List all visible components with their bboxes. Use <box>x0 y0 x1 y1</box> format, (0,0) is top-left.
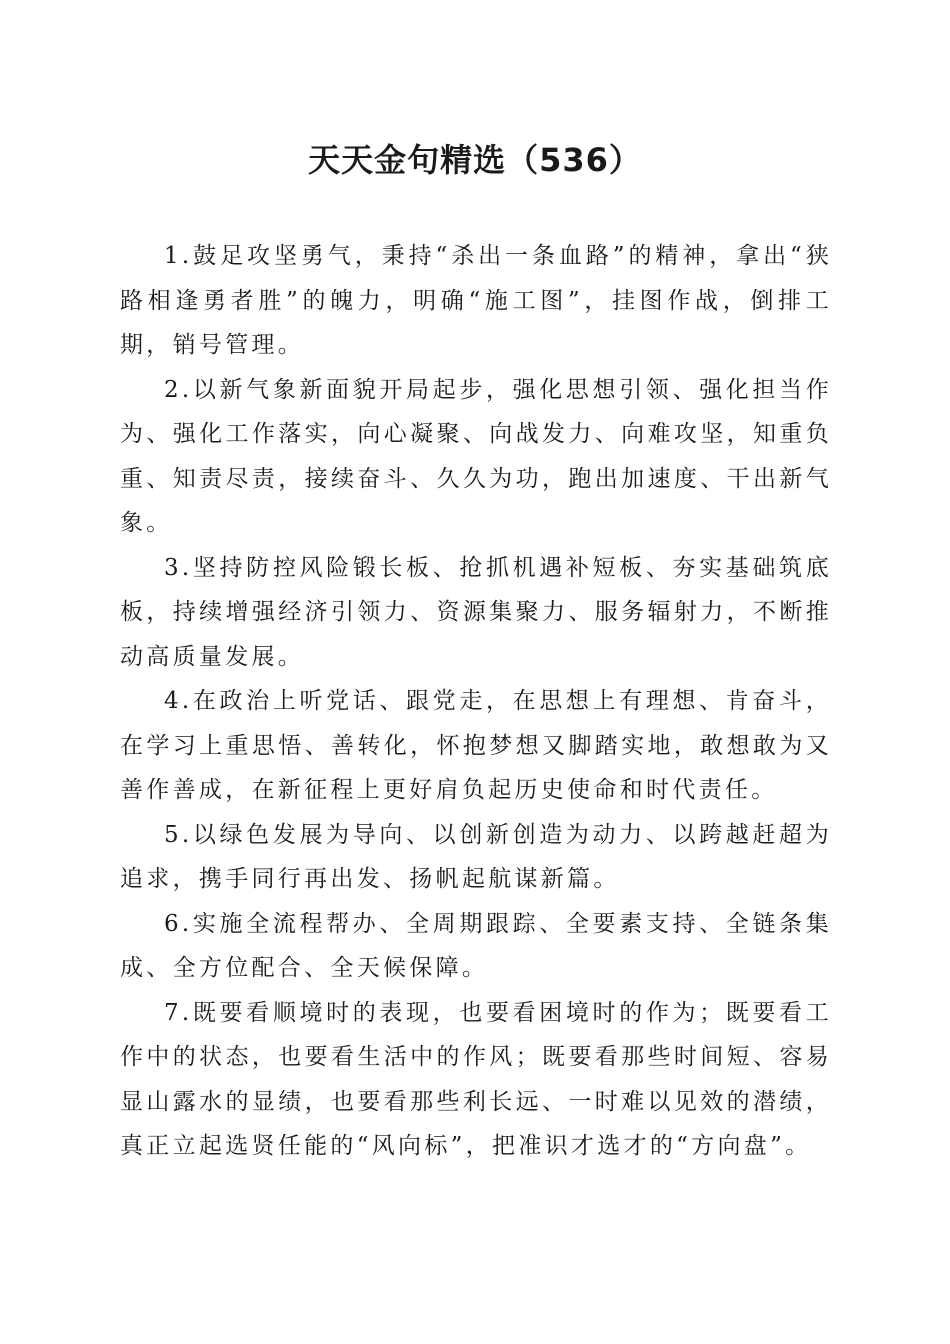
paragraph-7: 7.既要看顺境时的表现，也要看困境时的作为；既要看工作中的状态，也要看生活中的作风；既要看那些时间短、容易显山露水的显绩，也要看那些利长远、一时难以见效的潜绩，真正立起选贤任能的“风向标”，把准识才选才的“方向盘”。 <box>120 999 832 1159</box>
paragraph-4: 4.在政治上听党话、跟党走，在思想上有理想、肯奋斗，在学习上重思悟、善转化，怀抱梦想又脚踏实地，敢想敢为又善作善成，在新征程上更好肩负起历史使命和时代责任。 <box>120 688 832 803</box>
paragraph-5: 5.以绿色发展为导向、以创新创造为动力、以跨越赶超为追求，携手同行再出发、扬帆起航谋新篇。 <box>120 821 832 892</box>
page-title: 天天金句精选（536） <box>308 141 642 179</box>
paragraph-6: 6.实施全流程帮办、全周期跟踪、全要素支持、全链条集成、全方位配合、全天候保障。 <box>120 910 832 981</box>
paragraph-2: 2.以新气象新面貌开局起步，强化思想引领、强化担当作为、强化工作落实，向心凝聚、向战发力、向难攻坚，知重负重、知责尽责，接续奋斗、久久为功，跑出加速度、干出新气象。 <box>120 376 832 536</box>
paragraph-3: 3.坚持防控风险锻长板、抢抓机遇补短板、夯实基础筑底板，持续增强经济引领力、资源集聚力、服务辐射力，不断推动高质量发展。 <box>120 554 832 670</box>
paragraph-1: 1.鼓足攻坚勇气，秉持“杀出一条血路”的精神，拿出“狭路相逢勇者胜”的魄力，明确“施工图”，挂图作战，倒排工期，销号管理。 <box>120 243 832 358</box>
document-body <box>120 234 832 1169</box>
